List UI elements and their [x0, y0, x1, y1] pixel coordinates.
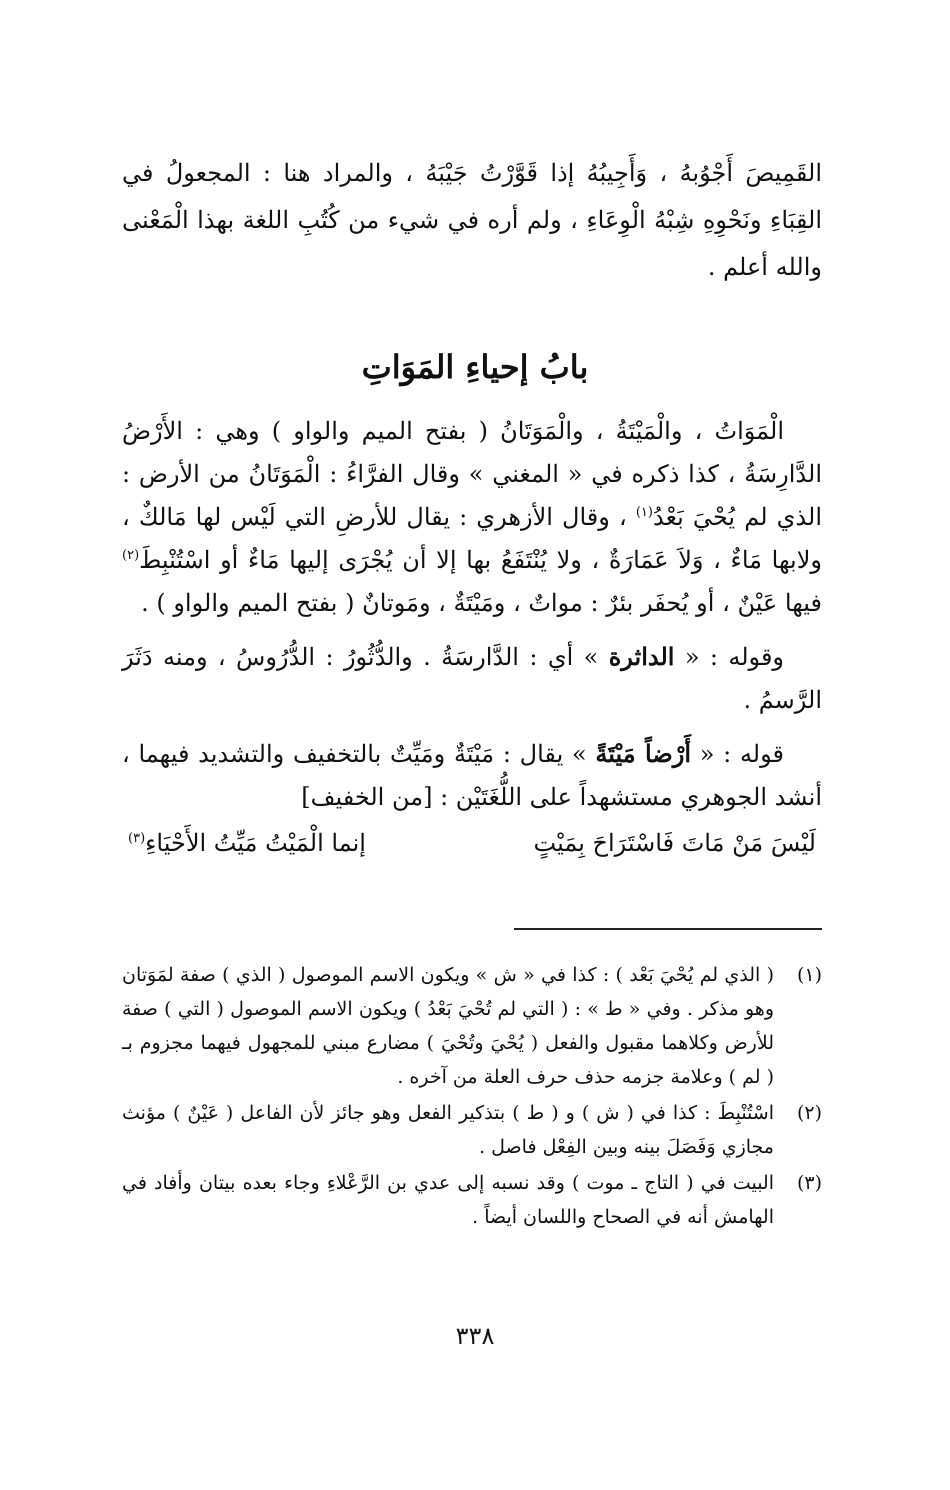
footnote-number: (٢): [796, 1102, 822, 1124]
footnote-number: (١): [796, 964, 822, 986]
paragraph-ardan-mayta: [122, 732, 822, 819]
paragraph-text: وقوله : «: [674, 643, 785, 671]
paragraph-text: قوله : «: [691, 740, 784, 768]
main-text: [122, 410, 822, 865]
chapter-title: بابُ إحياءِ المَوَاتِ: [361, 348, 589, 386]
paragraph-text: ، وقال الأزهري : يقال للأرضِ التي لَيْس لها مَالكٌ ، ولابها مَاءٌ ، وَلاَ عَمَارَةٌ ، ولا يُنْتَفَعُ بها إلا أن يُجْرَى إليها مَاءٌ أو اسْتُنْبِطَ: [122, 503, 822, 574]
paragraph-text: » يقال : مَيْتَةٌ ومَيِّتٌ بالتخفيف والتشديد فيهما ، أنشد الجوهري مستشهداً على اللُّغَتَيْن : [من الخفيف]: [122, 740, 822, 811]
footnote-ref-3: (٣): [128, 831, 146, 846]
verse-second-hemistich: [128, 821, 366, 865]
footnote-text: البيت في ( التاج ـ موت ) وقد نسبه إلى عدي بن الرَّعْلاءِ وجاء بعده بيتان وأفاد في الهامش أنه في الصحاح واللسان أيضاً .: [122, 1172, 774, 1228]
footnote-2: [122, 1096, 822, 1164]
paragraph-dathira: [122, 635, 822, 722]
footnote-1: [122, 958, 822, 1094]
defined-term: الداثرة: [608, 642, 675, 671]
intro-paragraph: القَمِيصَ أَجْوُبهُ ، وَأَجِيبُهُ إذا قَوَّرْتُ جَيْبَهُ ، والمراد هنا : المجعولُ في القِبَاءِ ونَحْوِهِ شِبْهُ الْوِعَاءِ ، ولم أره في شيء من كُتُبِ اللغة بهذا الْمَعْنى والله أعلم .: [122, 159, 822, 281]
paragraph-mawat-definition: [122, 410, 822, 625]
footnotes: [122, 958, 822, 1236]
paragraph-text: فيها عَيْنٌ ، أو يُحفَر بئرٌ : مواتٌ ، ومَيْتَةٌ ، ومَوتانٌ ( بفتح الميم والواو ) .: [141, 589, 822, 617]
footnote-ref-1: (١): [635, 505, 653, 520]
footnote-text: ( الذي لم يُحْيَ بَعْد ) : كذا في « ش » ويكون الاسم الموصول ( الذي ) صفة لمَوَتان وهو مذكر . وفي « ط » : ( التي لم تُحْيَ بَعْدُ ) ويكون الاسم الموصول ( التي ) صفة للأرض وكلاهما مقبول والفعل ( يُحْيَ وتُحْيَ ) مضارع مبني للمجهول فيهما مجزوم بـ ( لم ) وعلامة جزمه حذف حرف العلة من آخره .: [122, 964, 774, 1088]
verse-text: إنما الْمَيْتُ مَيِّتُ الأَحْيَاءِ: [145, 829, 366, 857]
poetry-verse: [122, 821, 822, 865]
paragraph-text: الْمَوَاتُ ، والْمَيْتَةُ ، والْمَوَتَانُ ( بفتح الميم والواو ) وهي : الأَرْضُ الدَّارِسَةُ ، كذا ذكره في « المغني » وقال الفرَّاءُ : الْمَوَتَانُ من الأرض : الذي لم يُحْيَ بَعْدُ: [122, 417, 823, 531]
paragraph-text: » أي : الدَّارسَةُ . والدُّثُورُ : الدُّرُوسُ ، ومنه دَثَرَ الرَّسمُ .: [122, 643, 822, 714]
verse-first-hemistich: لَيْسَ مَنْ مَاتَ فَاسْتَرَاحَ بِمَيْتٍ: [533, 829, 816, 857]
footnote-text: اسْتُنْبِطَ : كذا في ( ش ) و ( ط ) بتذكير الفعل وهو جائز لأن الفاعل ( عَيْنٌ ) مؤنث مجازي وَفَصَلَ بينه وبين الفِعْل فاصل .: [122, 1102, 774, 1158]
footnote-number: (٣): [796, 1172, 822, 1194]
footnote-3: [122, 1166, 822, 1234]
defined-term: أَرْضاً مَيْتَةً: [595, 739, 691, 768]
footnote-ref-2: (٢): [122, 548, 140, 563]
footnote-separator: [514, 928, 822, 930]
page-number: ٣٣٨: [455, 1322, 495, 1350]
